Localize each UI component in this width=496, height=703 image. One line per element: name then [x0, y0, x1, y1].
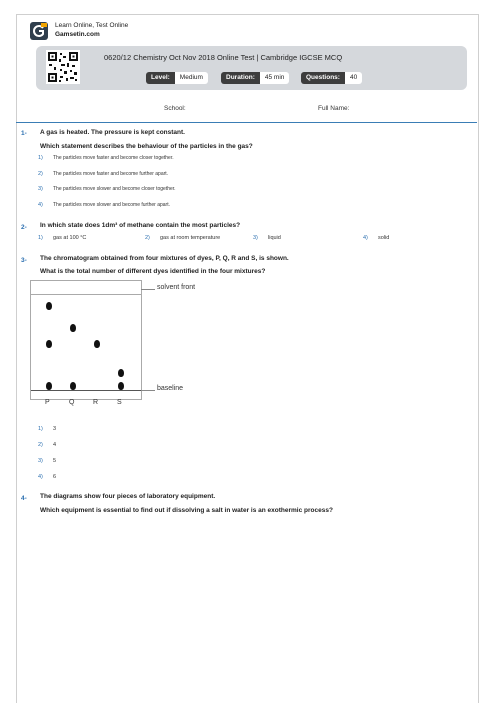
option-text[interactable]: The particles move slower and become closer together.	[53, 186, 176, 192]
question-number: 4-	[21, 495, 27, 502]
dye-spot	[46, 302, 52, 310]
option-number[interactable]: 2)	[38, 171, 43, 177]
question-number: 3-	[21, 257, 27, 264]
dye-spot	[46, 340, 52, 348]
brand-site[interactable]: Gamsetin.com	[55, 31, 100, 38]
chromatogram-diagram	[30, 280, 142, 400]
question-text: The diagrams show four pieces of laboratory equipment.	[40, 493, 216, 500]
option-number[interactable]: 1)	[38, 235, 43, 241]
option-text[interactable]: The particles move slower and become further apart.	[53, 202, 170, 208]
lane-label: R	[93, 399, 99, 406]
question-text: What is the total number of different dyes identified in the four mixtures?	[40, 268, 266, 275]
brand-tagline: Learn Online, Test Online	[55, 22, 129, 29]
option-text[interactable]: The particles move faster and become closer together.	[53, 155, 174, 161]
option-number[interactable]: 3)	[253, 235, 258, 241]
option-number[interactable]: 3)	[38, 458, 43, 464]
option-text[interactable]: 5	[53, 458, 57, 464]
option-text[interactable]: 3	[53, 426, 57, 432]
question-number: 1-	[21, 130, 27, 137]
option-number[interactable]: 4)	[38, 474, 43, 480]
dye-spot	[46, 382, 52, 390]
option-text[interactable]: gas at room temperature	[160, 235, 221, 241]
option-number[interactable]: 1)	[38, 155, 43, 161]
header-divider	[16, 122, 477, 123]
fullname-label: Full Name:	[318, 105, 350, 112]
option-number[interactable]: 3)	[38, 186, 43, 192]
option-number[interactable]: 4)	[38, 202, 43, 208]
baseline-label: baseline	[157, 385, 184, 392]
question-text: Which statement describes the behaviour of the particles in the gas?	[40, 143, 253, 150]
duration-value: 45 min	[260, 72, 290, 84]
question-text: A gas is heated. The pressure is kept constant.	[40, 129, 185, 136]
dye-spot	[70, 382, 76, 390]
solvent-front-leader	[141, 289, 155, 290]
dye-spot	[94, 340, 100, 348]
option-number[interactable]: 2)	[145, 235, 150, 241]
option-number[interactable]: 1)	[38, 426, 43, 432]
baseline-leader	[141, 390, 155, 391]
question-text: Which equipment is essential to find out if dissolving a salt in water is an exothermic process?	[40, 507, 333, 514]
school-label: School:	[164, 105, 186, 112]
option-number[interactable]: 2)	[38, 442, 43, 448]
lane-label: P	[45, 399, 50, 406]
option-text[interactable]: The particles move faster and become further apart.	[53, 171, 169, 177]
duration-label: Duration:	[221, 72, 260, 84]
questions-value: 40	[345, 72, 362, 84]
level-value: Medium	[175, 72, 208, 84]
qr-code-icon	[46, 50, 80, 84]
level-pill	[146, 72, 208, 84]
gamsetin-logo-icon	[30, 22, 48, 40]
dye-spot	[70, 324, 76, 332]
dye-spot	[118, 382, 124, 390]
option-text[interactable]: solid	[378, 235, 390, 241]
question-number: 2-	[21, 224, 27, 231]
option-text[interactable]: 4	[53, 442, 57, 448]
lane-label: S	[117, 399, 122, 406]
brand	[55, 21, 128, 39]
option-text[interactable]: liquid	[268, 235, 281, 241]
baseline-line	[31, 390, 141, 391]
dye-spot	[118, 369, 124, 377]
questions-pill	[301, 72, 362, 84]
test-title: 0620/12 Chemistry Oct Nov 2018 Online Test | Cambridge IGCSE MCQ	[104, 53, 343, 62]
question-text: In which state does 1dm³ of methane contain the most particles?	[40, 222, 241, 229]
solvent-front-line	[31, 294, 141, 295]
duration-pill	[221, 72, 289, 84]
level-label: Level:	[146, 72, 175, 84]
lane-label: Q	[69, 399, 75, 406]
option-text[interactable]: 6	[53, 474, 57, 480]
option-text[interactable]: gas at 100 °C	[53, 235, 87, 241]
questions-label: Questions:	[301, 72, 345, 84]
option-number[interactable]: 4)	[363, 235, 368, 241]
solvent-front-label: solvent front	[157, 284, 196, 291]
question-text: The chromatogram obtained from four mixtures of dyes, P, Q, R and S, is shown.	[40, 255, 289, 262]
